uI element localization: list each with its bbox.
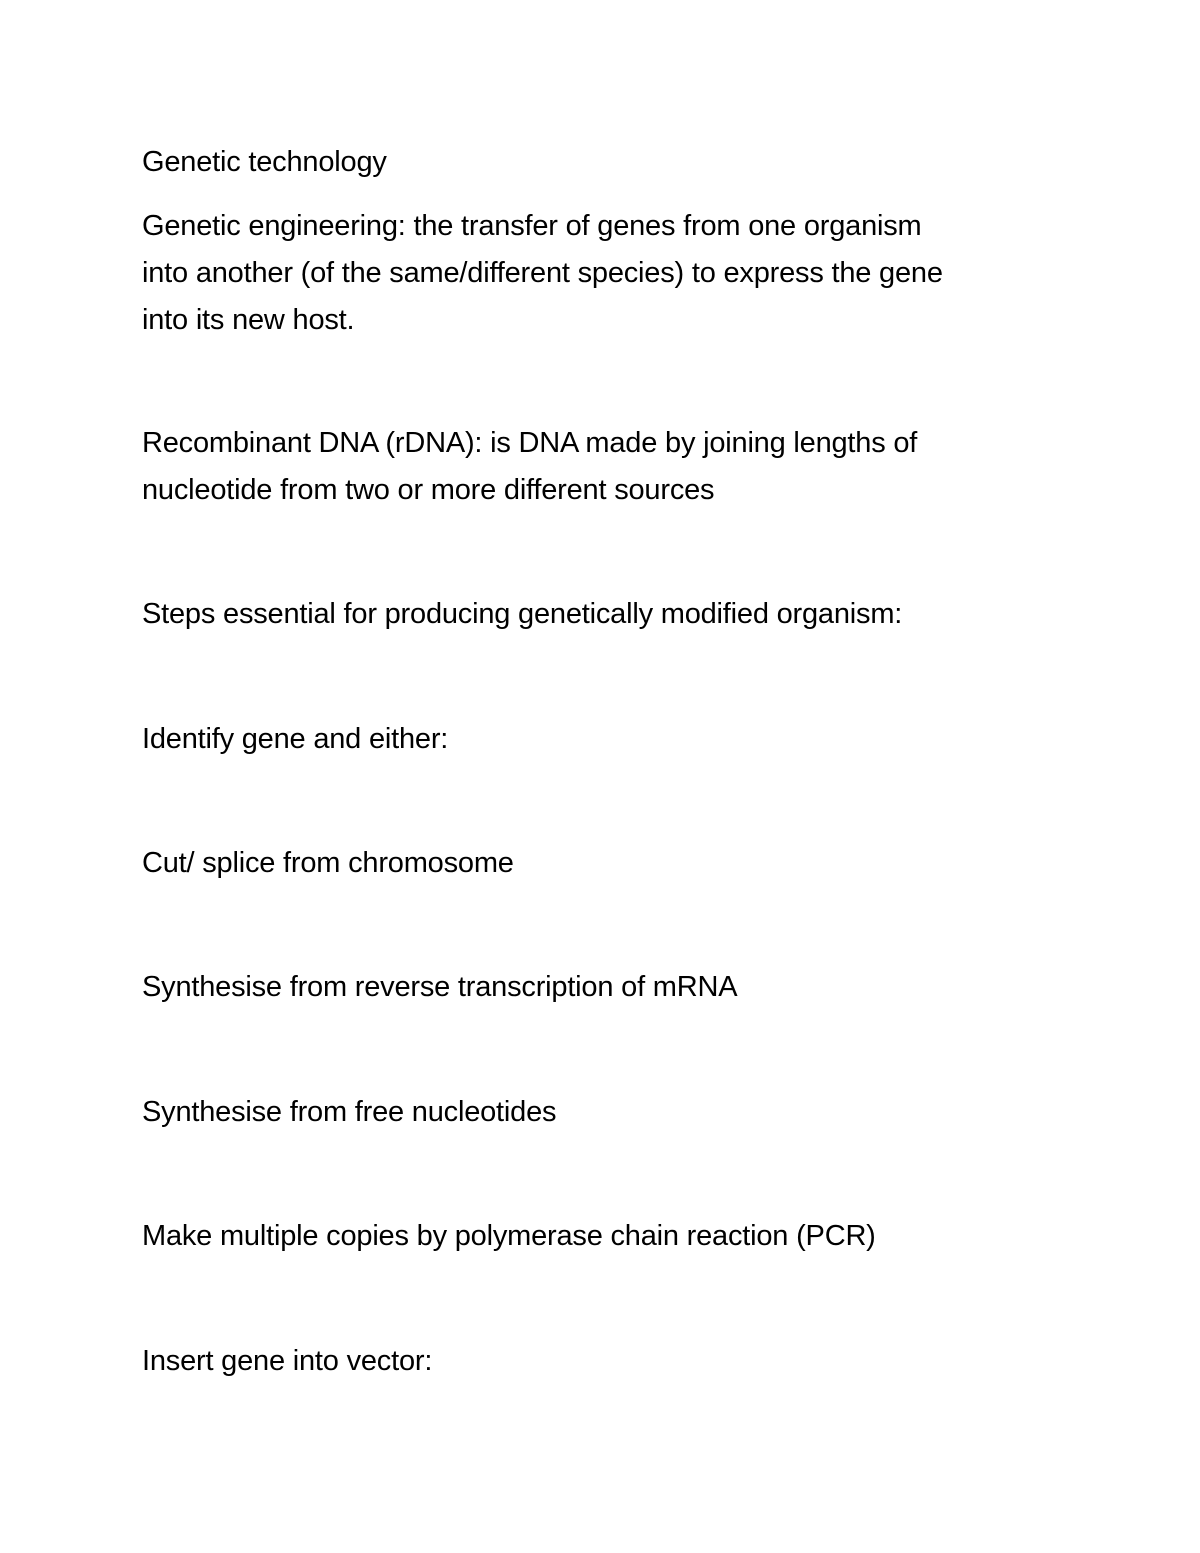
steps-heading: Steps essential for producing genetically modified organism:: [142, 598, 903, 630]
paragraph-line: nucleotide from two or more different sources: [142, 474, 715, 506]
identify-gene-line: Identify gene and either:: [142, 723, 449, 755]
paragraph-line: into another (of the same/different species) to express the gene: [142, 257, 943, 289]
pcr-line: Make multiple copies by polymerase chain reaction (PCR): [142, 1220, 876, 1252]
synthesise-mrna-line: Synthesise from reverse transcription of mRNA: [142, 971, 738, 1003]
cut-splice-line: Cut/ splice from chromosome: [142, 847, 514, 879]
synthesise-free-line: Synthesise from free nucleotides: [142, 1096, 557, 1128]
genetic-engineering-definition: [142, 203, 1102, 344]
rdna-definition: [142, 420, 1102, 514]
document-title: Genetic technology: [142, 146, 387, 178]
insert-gene-line: Insert gene into vector:: [142, 1345, 433, 1377]
paragraph-line: Genetic engineering: the transfer of genes from one organism: [142, 210, 922, 242]
paragraph-line: Recombinant DNA (rDNA): is DNA made by joining lengths of: [142, 427, 918, 459]
paragraph-line: into its new host.: [142, 304, 355, 336]
